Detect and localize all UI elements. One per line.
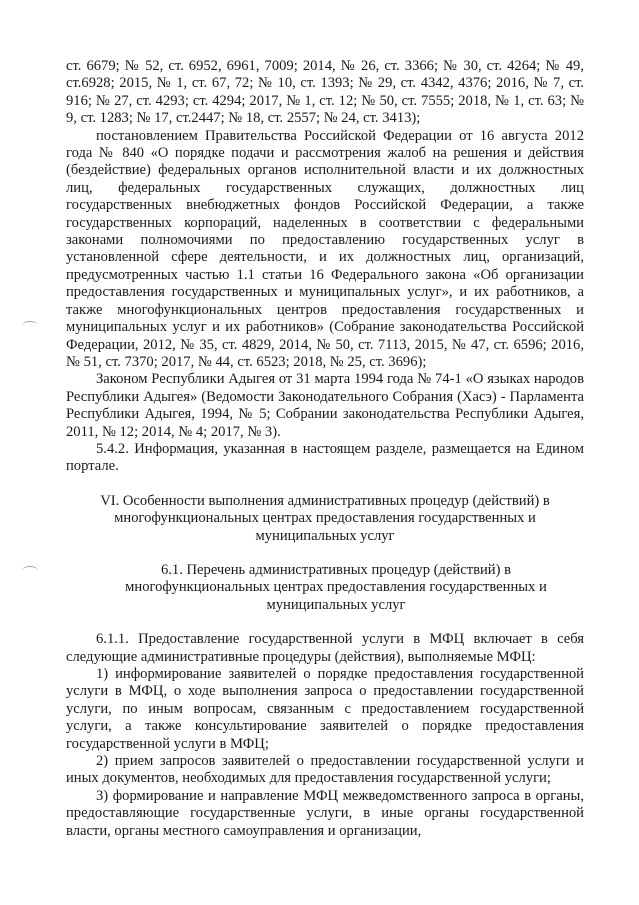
scan-mark xyxy=(22,321,38,330)
paragraph-5-4-2: 5.4.2. Информация, указанная в настоящем разделе, размещается на Едином портале. xyxy=(66,440,584,475)
section-heading: VI. Особенности выполнения административных процедур (действий) в многофункциональных центрах предоставления государственных и муниципальных услуг xyxy=(100,492,550,544)
list-item-2: 2) прием запросов заявителей о предоставлении государственной услуги и иных документов, необходимых для предоставления государственной услуги; xyxy=(66,753,584,787)
list-item-3: 3) формирование и направление МФЦ межведомственного запроса в органы, предоставляющие государственные услуги, в иные органы государственной власти, органы местного самоуправления и организации, xyxy=(66,787,584,839)
paragraph-government-decree: постановлением Правительства Российской Федерации от 16 августа 2012 года № 840 «О порядке подачи и рассмотрения жалоб на решения и действия (бездействие) федеральных органов исполнительной власти и их должностных лиц, федеральных государственных служащих, должностных лиц государственных внебюджетных фондов Российской Федерации, а также государственных корпораций, наделенных в соответствии с федеральными законами полномочиями по предоставлению государственных услуг в установленной сфере деятельности, и их должностных лиц, организаций, предусмотренных частью 1.1 статьи 16 Федерального закона «Об организации предоставления государственных и муниципальных услуг», и их работников, а также многофункциональных центров предоставления государственных и муниципальных услуг и их работников» (Собрание законодательства Российской Федерации, 2012, № 35, ст. 4829, 2014, № 50, ст. 7113, 2015, № 47, ст. 6596; 2016, № 51, ст. 7370; 2017, № 44, ст. 6523; 2018, № 25, ст. 3696); xyxy=(66,127,584,370)
citation-continuation: ст. 6679; № 52, ст. 6952, 6961, 7009; 2014, № 26, ст. 3366; № 30, ст. 4264; № 49, ст.6928; 2015, № 1, ст. 67, 72; № 10, ст. 1393; № 29, ст. 4342, 4376; 2016, № 7, ст. 916; № 27, ст. 4293; ст. 4294; 2017, № 1, ст. 12; № 50, ст. 7555; 2018, № 1, ст. 63; № 9, ст. 1283; № 17, ст.2447; № 18, ст. 2557; № 24, ст. 3413); xyxy=(66,58,584,127)
paragraph-6-1-1: 6.1.1. Предоставление государственной услуги в МФЦ включает в себя следующие административные процедуры (действия), выполняемые МФЦ: xyxy=(66,631,584,665)
subsection-heading: 6.1. Перечень административных процедур (действий) в многофункциональных центрах предоставления государственных и муниципальных услуг xyxy=(125,561,547,613)
spacer xyxy=(66,614,584,631)
list-item-1: 1) информирование заявителей о порядке предоставления государственной услуги в МФЦ, о ходе выполнения запроса о предоставлении государственной услуги, по иным вопросам, связанным с предоставлением государственной услуги, а также консультирование заявителей о порядке предоставления государственной услуги в МФЦ; xyxy=(66,666,584,752)
document-body xyxy=(66,58,584,840)
paragraph-adygea-law: Законом Республики Адыгея от 31 марта 1994 года № 74-1 «О языках народов Республики Адыгея» (Ведомости Законодательного Собрания (Хасэ) - Парламента Республики Адыгея, 1994, № 5; Собрании законодательства Республики Адыгея, 2011, № 12; 2014, № 4; 2017, № 3). xyxy=(66,371,584,440)
scan-mark xyxy=(22,566,38,575)
